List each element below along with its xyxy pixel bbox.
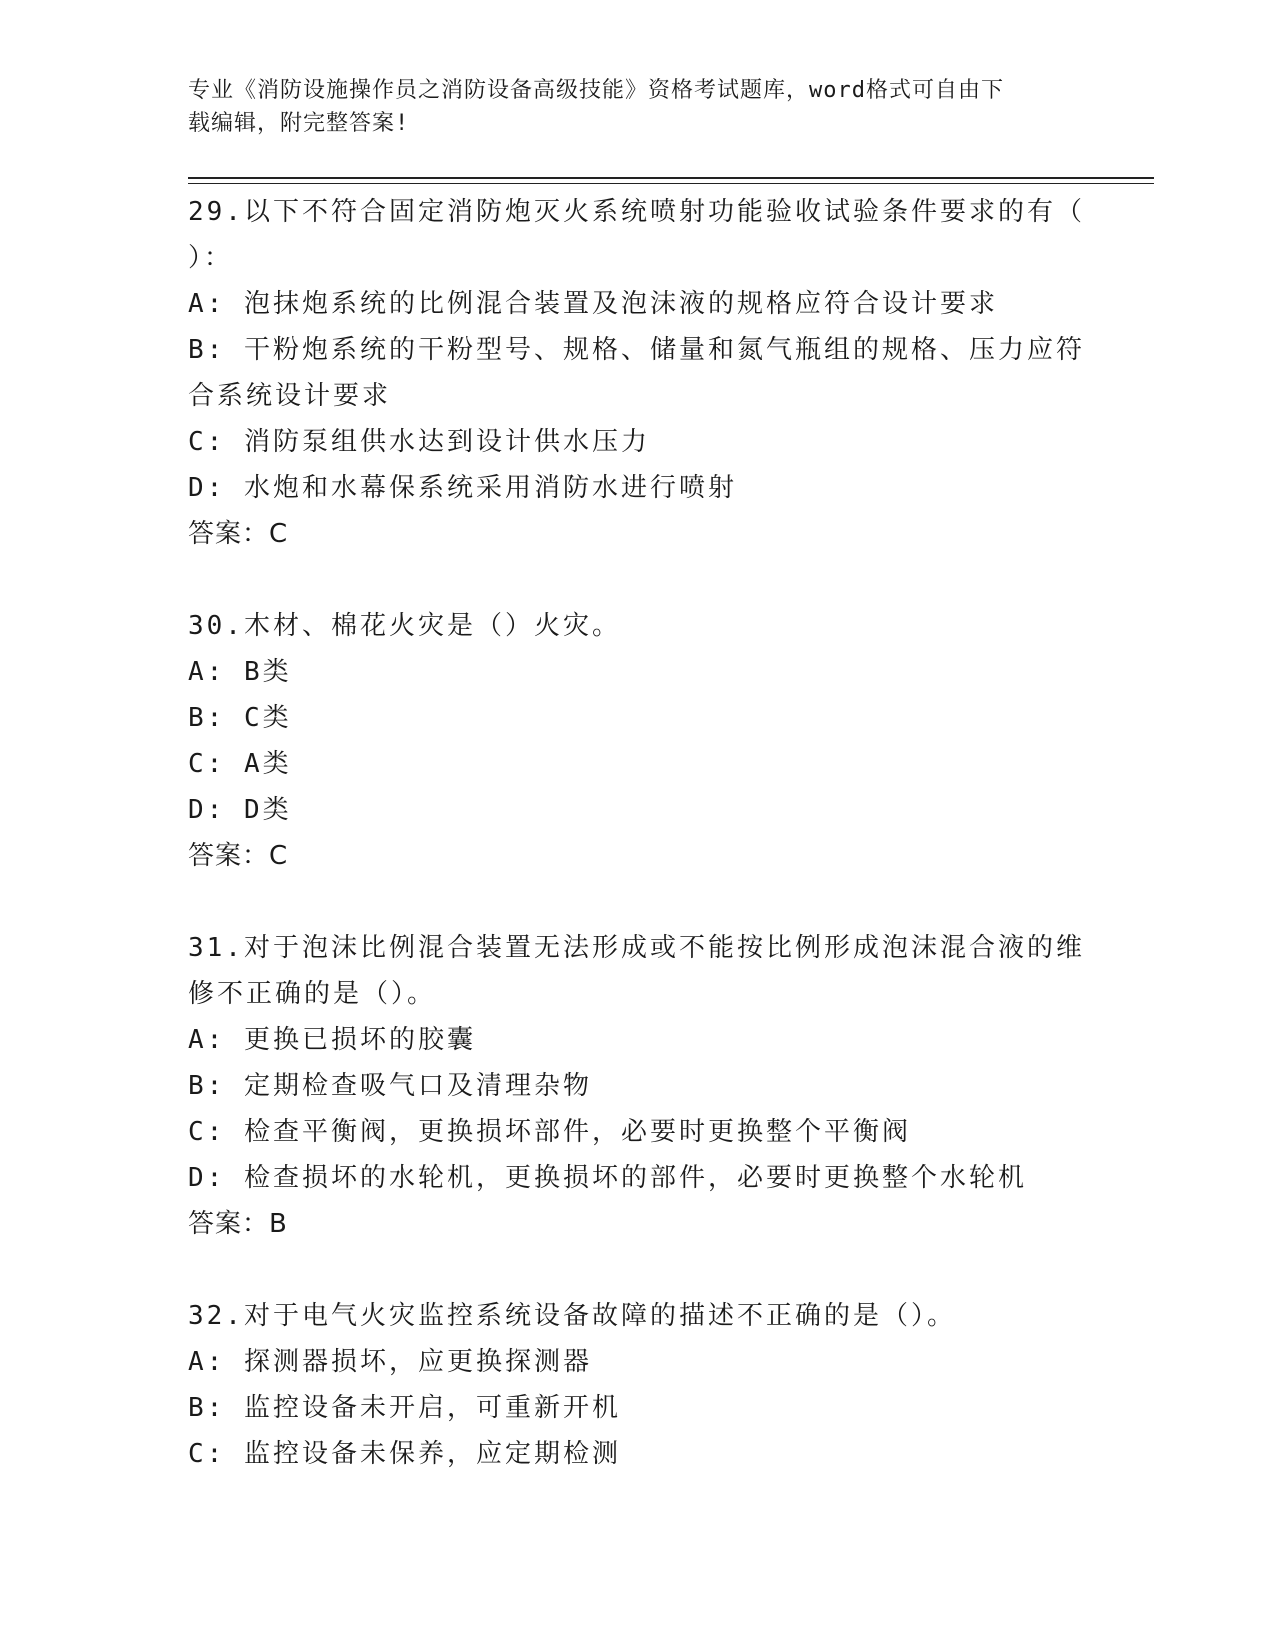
answer-key: 答案：C	[188, 519, 289, 549]
question-block	[188, 925, 1088, 1247]
answer-option-line: B: 干粉炮系统的干粉型号、规格、储量和氮气瓶组的规格、压力应符	[188, 335, 1085, 365]
answer-option-line: D: 检查损坏的水轮机，更换损坏的部件，必要时更换整个水轮机	[188, 1163, 1027, 1193]
answer-option-line: 合系统设计要求	[188, 381, 392, 411]
answer-option	[188, 1385, 1088, 1431]
question-list	[188, 189, 1088, 1477]
answer-option	[188, 419, 1088, 465]
answer-option	[188, 695, 1088, 741]
question-spacer	[188, 1247, 1088, 1293]
answer-option-line: A: 泡抹炮系统的比例混合装置及泡沫液的规格应符合设计要求	[188, 289, 998, 319]
answer-option-line: B: 定期检查吸气口及清理杂物	[188, 1071, 592, 1101]
answer-option-line: D: D类	[188, 795, 292, 825]
question-stem-line: 29.以下不符合固定消防炮灭火系统喷射功能验收试验条件要求的有（	[188, 197, 1085, 227]
question-spacer	[188, 879, 1088, 925]
question-stem	[188, 1293, 1088, 1339]
header-divider-thin	[188, 183, 1154, 184]
question-block	[188, 189, 1088, 557]
answer-option-line: B: C类	[188, 703, 292, 733]
answer-option-line: A: 更换已损坏的胶囊	[188, 1025, 476, 1055]
answer-key: 答案：C	[188, 841, 289, 871]
header-line-2: 载编辑，附完整答案!	[188, 111, 410, 136]
answer-key: 答案：B	[188, 1209, 288, 1239]
answer-option	[188, 327, 1088, 419]
question-stem	[188, 603, 1088, 649]
question-stem-line: 31.对于泡沫比例混合装置无法形成或不能按比例形成泡沫混合液的维	[188, 933, 1085, 963]
answer-option-line: C: 检查平衡阀，更换损坏部件，必要时更换整个平衡阀	[188, 1117, 911, 1147]
answer-option	[188, 1339, 1088, 1385]
answer-option-line: A: B类	[188, 657, 292, 687]
question-stem-line: 30.木材、棉花火灾是（）火灾。	[188, 611, 621, 641]
question-block	[188, 1293, 1088, 1477]
answer-option	[188, 281, 1088, 327]
answer-option	[188, 1155, 1088, 1201]
answer-option	[188, 1109, 1088, 1155]
question-spacer	[188, 557, 1088, 603]
question-stem-line: 32.对于电气火灾监控系统设备故障的描述不正确的是（）。	[188, 1301, 956, 1331]
answer-option-line: A: 探测器损坏，应更换探测器	[188, 1347, 592, 1377]
question-stem-line: ）：	[188, 243, 234, 273]
answer-option-line: B: 监控设备未开启，可重新开机	[188, 1393, 621, 1423]
answer-option	[188, 1017, 1088, 1063]
answer-option-line: C: 监控设备未保养，应定期检测	[188, 1439, 621, 1469]
question-stem	[188, 925, 1088, 1017]
answer-option	[188, 1063, 1088, 1109]
question-block	[188, 603, 1088, 879]
answer-option-line: C: A类	[188, 749, 292, 779]
answer-option-line: C: 消防泵组供水达到设计供水压力	[188, 427, 650, 457]
header-line-1: 专业《消防设施操作员之消防设备高级技能》资格考试题库，word格式可自由下	[188, 78, 1004, 103]
answer-option	[188, 465, 1088, 511]
answer-option	[188, 787, 1088, 833]
document-header	[188, 74, 1088, 140]
question-stem-line: 修不正确的是（）。	[188, 979, 437, 1009]
answer-option	[188, 649, 1088, 695]
answer-option-line: D: 水炮和水幕保系统采用消防水进行喷射	[188, 473, 737, 503]
answer-option	[188, 741, 1088, 787]
question-stem	[188, 189, 1088, 281]
header-divider-thick	[188, 177, 1154, 179]
answer-option	[188, 1431, 1088, 1477]
